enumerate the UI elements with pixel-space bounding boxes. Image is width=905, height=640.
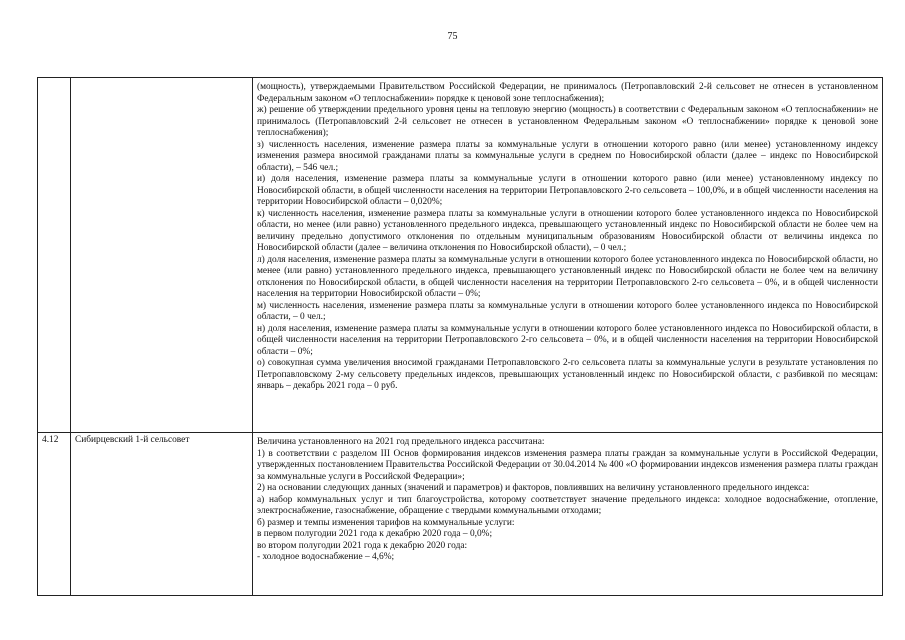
paragraph: з) численность населения, изменение размера платы за коммунальные услуги в отношении которого равно (или менее) установленному индексу изменения размера вносимой гражданами платы за коммунальные услуги в среднем по Новосибирской области (далее – индекс по Новосибирской области), – 546 чел.;: [257, 139, 878, 173]
document-table: [37, 77, 883, 596]
description-cell: [253, 433, 883, 596]
description-body: [253, 433, 882, 595]
table-row: [38, 78, 883, 433]
paragraph: во втором полугодии 2021 года к декабрю 2020 года:: [257, 540, 468, 551]
table-row: [38, 433, 883, 596]
row-number-cell: [38, 433, 71, 596]
municipality-name: Сибирцевский 1-й сельсовет: [75, 435, 190, 445]
paragraph: - холодное водоснабжение – 4,6%;: [257, 552, 395, 562]
paragraph: Величина установленного на 2021 год предельного индекса рассчитана:: [257, 437, 545, 447]
paragraph: б) размер и темпы изменения тарифов на коммунальные услуги:: [257, 517, 515, 528]
description-cell: [253, 78, 883, 433]
paragraph: о) совокупная сумма увеличения вносимой гражданами Петропавловского 2-го сельсовета платы за коммунальные услуги в результате установления по Петропавловскому 2-му сельсовету предельных индексов, превышающих установленный индекс по Новосибирской области, с разбивкой по месяцам: январь – декабрь 2021 года – 0 руб.: [257, 358, 878, 391]
paragraph: ж) решение об утверждении предельного уровня цены на тепловую энергию (мощность) в соответствии с Федеральным законом «О теплоснабжении» не принималось (Петропавловский 2-й сельсовет не отнесен в установленном Федеральным законом «О теплоснабжении» порядке к ценовой зоне теплоснабжения);: [257, 105, 878, 138]
municipality-cell: [71, 433, 253, 596]
paragraph: н) доля населения, изменение размера платы за коммунальные услуги в отношении которого более установленного индекса по Новосибирской области, в общей численности населения на территории Петропавловского 2-го сельсовета – 0%, и в общей численности населения на территории Новосибирской области – 0%;: [257, 323, 878, 357]
paragraph: в первом полугодии 2021 года к декабрю 2020 года – 0,0%;: [257, 529, 493, 539]
paragraph: (мощность), утверждаемыми Правительством Российской Федерации, не принималось (Петропавловский 2-й сельсовет не отнесен в установленном Федеральным законом «О теплоснабжении» порядке к ценовой зоне теплоснабжения);: [257, 82, 878, 104]
municipality-cell: [71, 78, 253, 433]
paragraph: 1) в соответствии с разделом III Основ формирования индексов изменения размера платы граждан за коммунальные услуги в Российской Федерации, утвержденных постановлением Правительства Российской Федерации от 30.04.2014 № 400 «О формировании индексов изменения размера платы граждан за коммунальные услуги в Российской Федерации»;: [257, 448, 878, 482]
row-number: 4.12: [42, 435, 59, 445]
paragraph: 2) на основании следующих данных (значений и параметров) и факторов, повлиявших на величину установленного предельного индекса:: [257, 483, 810, 493]
paragraph: и) доля населения, изменение размера платы за коммунальные услуги в отношении которого равно (или менее) установленному индексу по Новосибирской области, в общей численности населения на территории Петропавловского 2-го сельсовета – 100,0%, и в общей численности населения на территории Новосибирской области – 0,020%;: [257, 174, 878, 207]
paragraph: л) доля населения, изменение размера платы за коммунальные услуги в отношении которого более установленного индекса по Новосибирской области, но менее (или равно) установленного предельного индекса, превышающего установленный индекс по Новосибирской области не более чем на величину отклонения по Новосибирской области, в общей численности населения на территории Петропавловского 2-го сельсовета – 0%, и в общей численности населения на территории Новосибирской области – 0%;: [257, 254, 878, 299]
paragraph: а) набор коммунальных услуг и тип благоустройства, которому соответствует значение предельного индекса: холодное водоснабжение, отопление, электроснабжение, газоснабжение, обращение с твердыми коммунальными отходами;: [257, 494, 878, 516]
paragraph: к) численность населения, изменение размера платы за коммунальные услуги в отношении которого более установленного индекса по Новосибирской области, но менее (или равно) установленного предельного индекса, превышающего установленный индекс по Новосибирской области не более чем на величину предельно допустимого отклонения по отдельным муниципальным образованиям Новосибирской области от величины индекса по Новосибирской области (далее – величина отклонения по Новосибирской области), – 0 чел.;: [257, 208, 878, 253]
row-number: [38, 78, 70, 80]
row-number-cell: [38, 78, 71, 433]
page-number: 75: [447, 31, 458, 42]
paragraph: м) численность населения, изменение размера платы за коммунальные услуги в отношении которого более установленного индекса по Новосибирской области, – 0 чел.;: [257, 300, 878, 322]
municipality-name: [71, 78, 252, 80]
description-body: [253, 78, 882, 432]
